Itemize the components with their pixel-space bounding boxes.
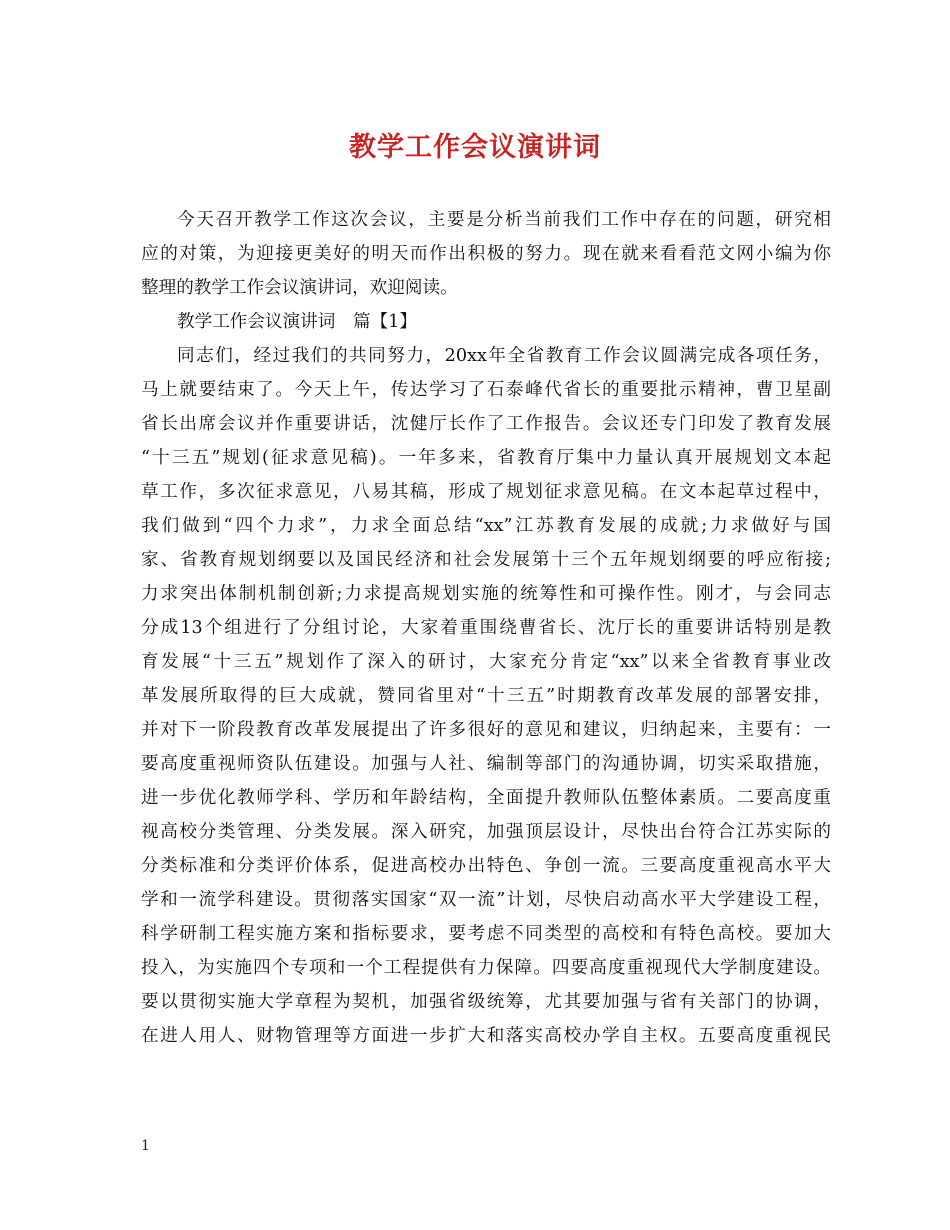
text-line: 要以贯彻实施大学章程为契机，加强省级统筹，尤其要加强与省有关部门的协调， <box>141 992 831 1012</box>
text-line: 草工作，多次征求意见，八易其稿，形成了规划征求意见稿。在文本起草过程中， <box>141 482 831 502</box>
text-line: 应的对策，为迎接更美好的明天而作出积极的努力。现在就来看看范文网小编为你 <box>141 244 831 264</box>
text-line: 学和一流学科建设。贯彻落实国家“双一流”计划，尽快启动高水平大学建设工程， <box>141 890 831 910</box>
text-line: 并对下一阶段教育改革发展提出了许多很好的意见和建议，归纳起来，主要有：一 <box>141 720 831 740</box>
document-title: 教学工作会议演讲词 <box>349 132 601 163</box>
text-line: 视高校分类管理、分类发展。深入研究，加强顶层设计，尽快出台符合江苏实际的 <box>141 822 831 842</box>
text-line: 育发展“十三五”规划作了深入的研讨，大家充分肯定“xx”以来全省教育事业改 <box>141 652 831 672</box>
text-line: 教学工作会议演讲词 篇【1】 <box>177 312 417 332</box>
text-line: 力求突出体制机制创新;力求提高规划实施的统筹性和可操作性。刚才，与会同志 <box>141 584 831 604</box>
text-line: 今天召开教学工作这次会议，主要是分析当前我们工作中存在的问题，研究相 <box>177 210 831 230</box>
text-line: 家、省教育规划纲要以及国民经济和社会发展第十三个五年规划纲要的呼应衔接; <box>141 550 831 570</box>
text-line: 投入，为实施四个专项和一个工程提供有力保障。四要高度重视现代大学制度建设。 <box>141 958 831 978</box>
text-line: 要高度重视师资队伍建设。加强与人社、编制等部门的沟通协调，切实采取措施， <box>141 754 831 774</box>
page-number: 1 <box>141 1138 150 1154</box>
text-line: 科学研制工程实施方案和指标要求，要考虑不同类型的高校和有特色高校。要加大 <box>141 924 831 944</box>
text-line: 进一步优化教师学科、学历和年龄结构，全面提升教师队伍整体素质。二要高度重 <box>141 788 831 808</box>
text-line: 省长出席会议并作重要讲话，沈健厅长作了工作报告。会议还专门印发了教育发展 <box>141 414 831 434</box>
text-line: 马上就要结束了。今天上午，传达学习了石泰峰代省长的重要批示精神，曹卫星副 <box>141 380 831 400</box>
text-line: 分成13个组进行了分组讨论，大家着重围绕曹省长、沈厅长的重要讲话特别是教 <box>141 618 831 638</box>
text-line: 在进人用人、财物管理等方面进一步扩大和落实高校办学自主权。五要高度重视民 <box>141 1026 831 1046</box>
text-line: 我们做到“四个力求”，力求全面总结“xx”江苏教育发展的成就;力求做好与国 <box>141 516 831 536</box>
text-line: “十三五”规划(征求意见稿)。一年多来，省教育厅集中力量认真开展规划文本起 <box>141 448 831 468</box>
text-line: 革发展所取得的巨大成就，赞同省里对“十三五”时期教育改革发展的部署安排， <box>141 686 831 706</box>
text-line: 分类标准和分类评价体系，促进高校办出特色、争创一流。三要高度重视高水平大 <box>141 856 831 876</box>
text-line: 同志们，经过我们的共同努力，20xx年全省教育工作会议圆满完成各项任务， <box>177 346 831 366</box>
text-line: 整理的教学工作会议演讲词，欢迎阅读。 <box>141 278 458 298</box>
document-body <box>141 203 831 1053</box>
